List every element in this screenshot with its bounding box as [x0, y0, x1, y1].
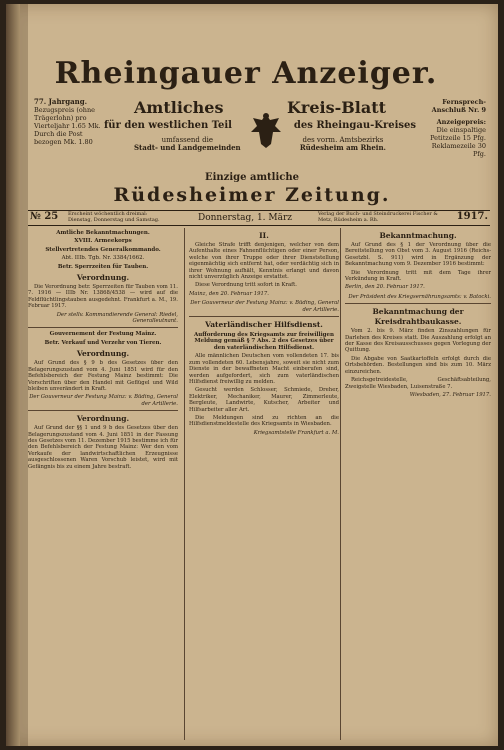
eagle-crest-icon — [249, 110, 283, 150]
col1-betr2: Betr. Verkauf und Verzehr von Tieren. — [44, 339, 162, 346]
subhead-right — [420, 98, 486, 158]
subhead-left — [34, 98, 104, 146]
column-3 — [340, 228, 491, 740]
col3-bekanntmachung-2: Bekanntmachung der Kreisdrahtbaukasse. — [372, 307, 464, 327]
west-part-label: für den westlichen Teil — [104, 120, 232, 131]
umfassend-label — [134, 136, 241, 152]
issue-date: Donnerstag, 1. März — [198, 213, 293, 223]
ad-price-label: Anzeigepreis: — [436, 118, 486, 126]
kreisblatt-label: Kreis-Blatt — [287, 98, 386, 117]
amtsbezirk-label — [300, 136, 386, 152]
col2-heading-hilfsdienst: Vaterländischer Hilfsdienst. — [205, 320, 323, 330]
col1-divider-2 — [28, 410, 178, 411]
column-2 — [184, 228, 343, 740]
col2-paragraph-1: Gleiche Strafe trifft denjenigen, welcher von dem Aufenthalte eines Fahnenflüchtigen oder einer Person, welche von ihrer Truppe oder ihrer Dienststellung eigenmächtig sich entfernt hat, oder verdächtig sich in ihrer Wohnung aufhält, Kenntnis erlangt und davon nicht unverzüglich Anzeige erstattet. — [189, 242, 339, 281]
col1-ref: Abt. IIIb. Tgb. Nr. 3384/1662. — [61, 255, 145, 262]
col3-divider-1 — [345, 303, 491, 304]
col1-verordnung-3: Verordnung. — [76, 414, 130, 424]
col1-heading: Amtliche Bekanntmachungen. — [56, 230, 150, 236]
subhead-center — [104, 98, 416, 152]
subscription-note: Bezugspreis (ohne Trägerlohn) pro Vierteljahr 1.65 Mk. Durch die Post bezogen Mk. 1.80 — [34, 106, 101, 146]
stadt-text: Stadt- und Landgemeinden — [134, 143, 241, 152]
article-columns — [28, 228, 490, 740]
col2-paragraph-3: Alle männlichen Deutschen vom vollendeten 17. bis zum vollendeten 60. Lebensjahre, soweit sie nicht zum Dienste in der bewaffneten Macht einberufen sind, werden aufgefordert, sich zum vaterländischen Hilfsdienst freiwillig zu melden. — [189, 353, 339, 385]
masthead-title: Rheingauer Anzeiger. — [54, 56, 438, 91]
col1-betr1: Betr. Sperrzeiten für Tauben. — [57, 263, 149, 270]
amtsbezirk-text: des vorm. Amtsbezirks — [302, 136, 384, 144]
ad-price-note: Die einspaltige Petitzeile 15 Pfg. Reklamezeile 30 Pfg. — [430, 126, 486, 158]
district-label: des Rheingau-Kreises — [293, 120, 416, 131]
col1-signature-1: Der stellv. Kommandierende General: Riedel, Generalleutnant. — [56, 311, 178, 325]
col2-section-number: II. — [259, 231, 269, 240]
col2-place-date: Mainz, den 20. Februar 1917. — [189, 290, 269, 297]
publication-days: Erscheint wöchentlich dreimal: Dienstag, Donnerstag und Samstag. — [68, 211, 160, 223]
col2-paragraph-2: Diese Verordnung tritt sofort in Kraft. — [195, 282, 297, 289]
col2-paragraph-5: Die Meldungen sind zu richten an die Hilfsdienstmeldestelle des Kriegsamts in Wiesbaden. — [189, 414, 339, 428]
subhead — [34, 98, 486, 168]
ruedesheim-text: Rüdesheim am Rhein. — [299, 143, 386, 152]
phone-label: Fernsprech-Anschluß Nr. 9 — [431, 98, 486, 114]
col1-divider-1 — [28, 327, 178, 328]
col1-verordnung-2: Verordnung. — [76, 349, 130, 359]
issue-number: № 25 — [30, 211, 59, 222]
umfassend-text: umfassend die — [161, 136, 213, 144]
col3-bekanntmachung-1: Bekanntmachung. — [379, 231, 457, 240]
col3-signature-1: Der Präsident des Kriegsernährungsamts: v. Batocki. — [348, 293, 491, 300]
col3-place-date-1: Berlin, den 20. Februar 1917. — [345, 284, 425, 291]
col2-signature-2: Kriegsamtstelle Frankfurt a. M. — [253, 429, 339, 436]
col3-paragraph-1: Auf Grund des § 1 der Verordnung über die Bereitstellung von Obst vom 3. August 1916 (Reichs-Gesetzbl. S. 911) wird in Ergänzung der Bekanntmachung vom 9. Dezember 1916 bestimmt: — [345, 242, 491, 268]
column-1 — [28, 228, 182, 740]
publisher-note: Verlag der Buch- und Steindruckerei Fischer & Metz, Rüdesheim a. Rh. — [318, 211, 438, 223]
page-gutter — [20, 4, 28, 746]
col3-paragraph-5: Reichsgetreidestelle, Geschäftsabteilung, Zweigstelle Wiesbaden, Luisenstraße 7. — [345, 377, 491, 390]
issue-year: 1917. — [456, 211, 488, 222]
einzige-label: Einzige amtliche — [204, 172, 299, 183]
col2-subheading: Aufforderung des Kriegsamts zur freiwilligen Meldung gemäß § 7 Abs. 2 des Gesetzes über den vaterländischen Hilfsdienst. — [193, 332, 335, 351]
col1-verordnung-1: Verordnung. — [76, 273, 130, 283]
col3-place-date-2: Wiesbaden, 27. Februar 1917. — [409, 391, 491, 398]
col2-signature-1: Der Gouverneur der Festung Mainz: v. Büding, General der Artillerie. — [190, 300, 339, 313]
col1-signature-2: Der Gouverneur der Festung Mainz: v. Büding, General der Artillerie. — [29, 394, 178, 407]
newspaper-page — [6, 4, 498, 746]
page-binding — [6, 4, 20, 746]
col1-paragraph-2: Auf Grund des § 9 b des Gesetzes über den Belagerungszustand vom 4. Juni 1851 wird für den Befehlsbereich der Festung Mainz bestimmt: Die Vorschriften über den Handel mit Geflügel und Wild bleiben unverändert in Kraft. — [28, 360, 178, 392]
col1-paragraph-3: Auf Grund der §§ 1 und 9 b des Gesetzes über den Belagerungszustand vom 4. Juni 1851 in der Fassung des Gesetzes vom 11. Dezember 1915 bestimme ich für den Befehlsbereich der Festung Mainz: Wer den vom Verkaufe der landwirtschaftlichen Erzeugnisse ausgeschlossenen Waren Vorschub leistet, wird mit Gefängnis bis zu einem Jahre bestraft. — [28, 425, 178, 470]
col1-paragraph-1: Die Verordnung betr. Sperrzeiten für Tauben vom 11. 7. 1916 — IIIb Nr. 13868/4538 — wird auf die Feldflüchtlingstauben ausgedehnt. Frankfurt a. M., 19. Februar 1917. — [28, 284, 178, 310]
dateline — [28, 210, 490, 226]
volume-label: 77. Jahrgang. — [34, 97, 88, 106]
zeitung-title: Rüdesheimer Zeitung. — [113, 184, 391, 206]
col3-paragraph-3: Vom 2. bis 9. März finden Zinszahlungen für Darlehen des Kreises statt. Die Auszahlung erfolgt an der Kasse des Kreisausschusses gegen Vorlegung der Quittung. — [345, 328, 491, 354]
col1-subheading-b: Stellvertretendes Generalkommando. — [45, 246, 161, 253]
col1-gouvernement: Gouvernement der Festung Mainz. — [49, 331, 157, 338]
col3-paragraph-4: Die Abgabe von Saatkartoffeln erfolgt durch die Ortsbehörden. Bestellungen sind bis zum 10. März einzureichen. — [345, 355, 491, 375]
col1-subheading-a: XVIII. Armeekorps — [74, 238, 132, 245]
col3-paragraph-2: Die Verordnung tritt mit dem Tage ihrer Verkündung in Kraft. — [345, 269, 491, 283]
amtliches-label: Amtliches — [134, 98, 224, 117]
col2-divider-1 — [189, 316, 339, 317]
col2-paragraph-4: Gesucht werden Schlosser, Schmiede, Dreher, Elektriker, Mechaniker, Maurer, Zimmerleute, Bergleute, Landwirte, Kutscher, Arbeiter und Hilfsarbeiter aller Art. — [189, 387, 339, 413]
